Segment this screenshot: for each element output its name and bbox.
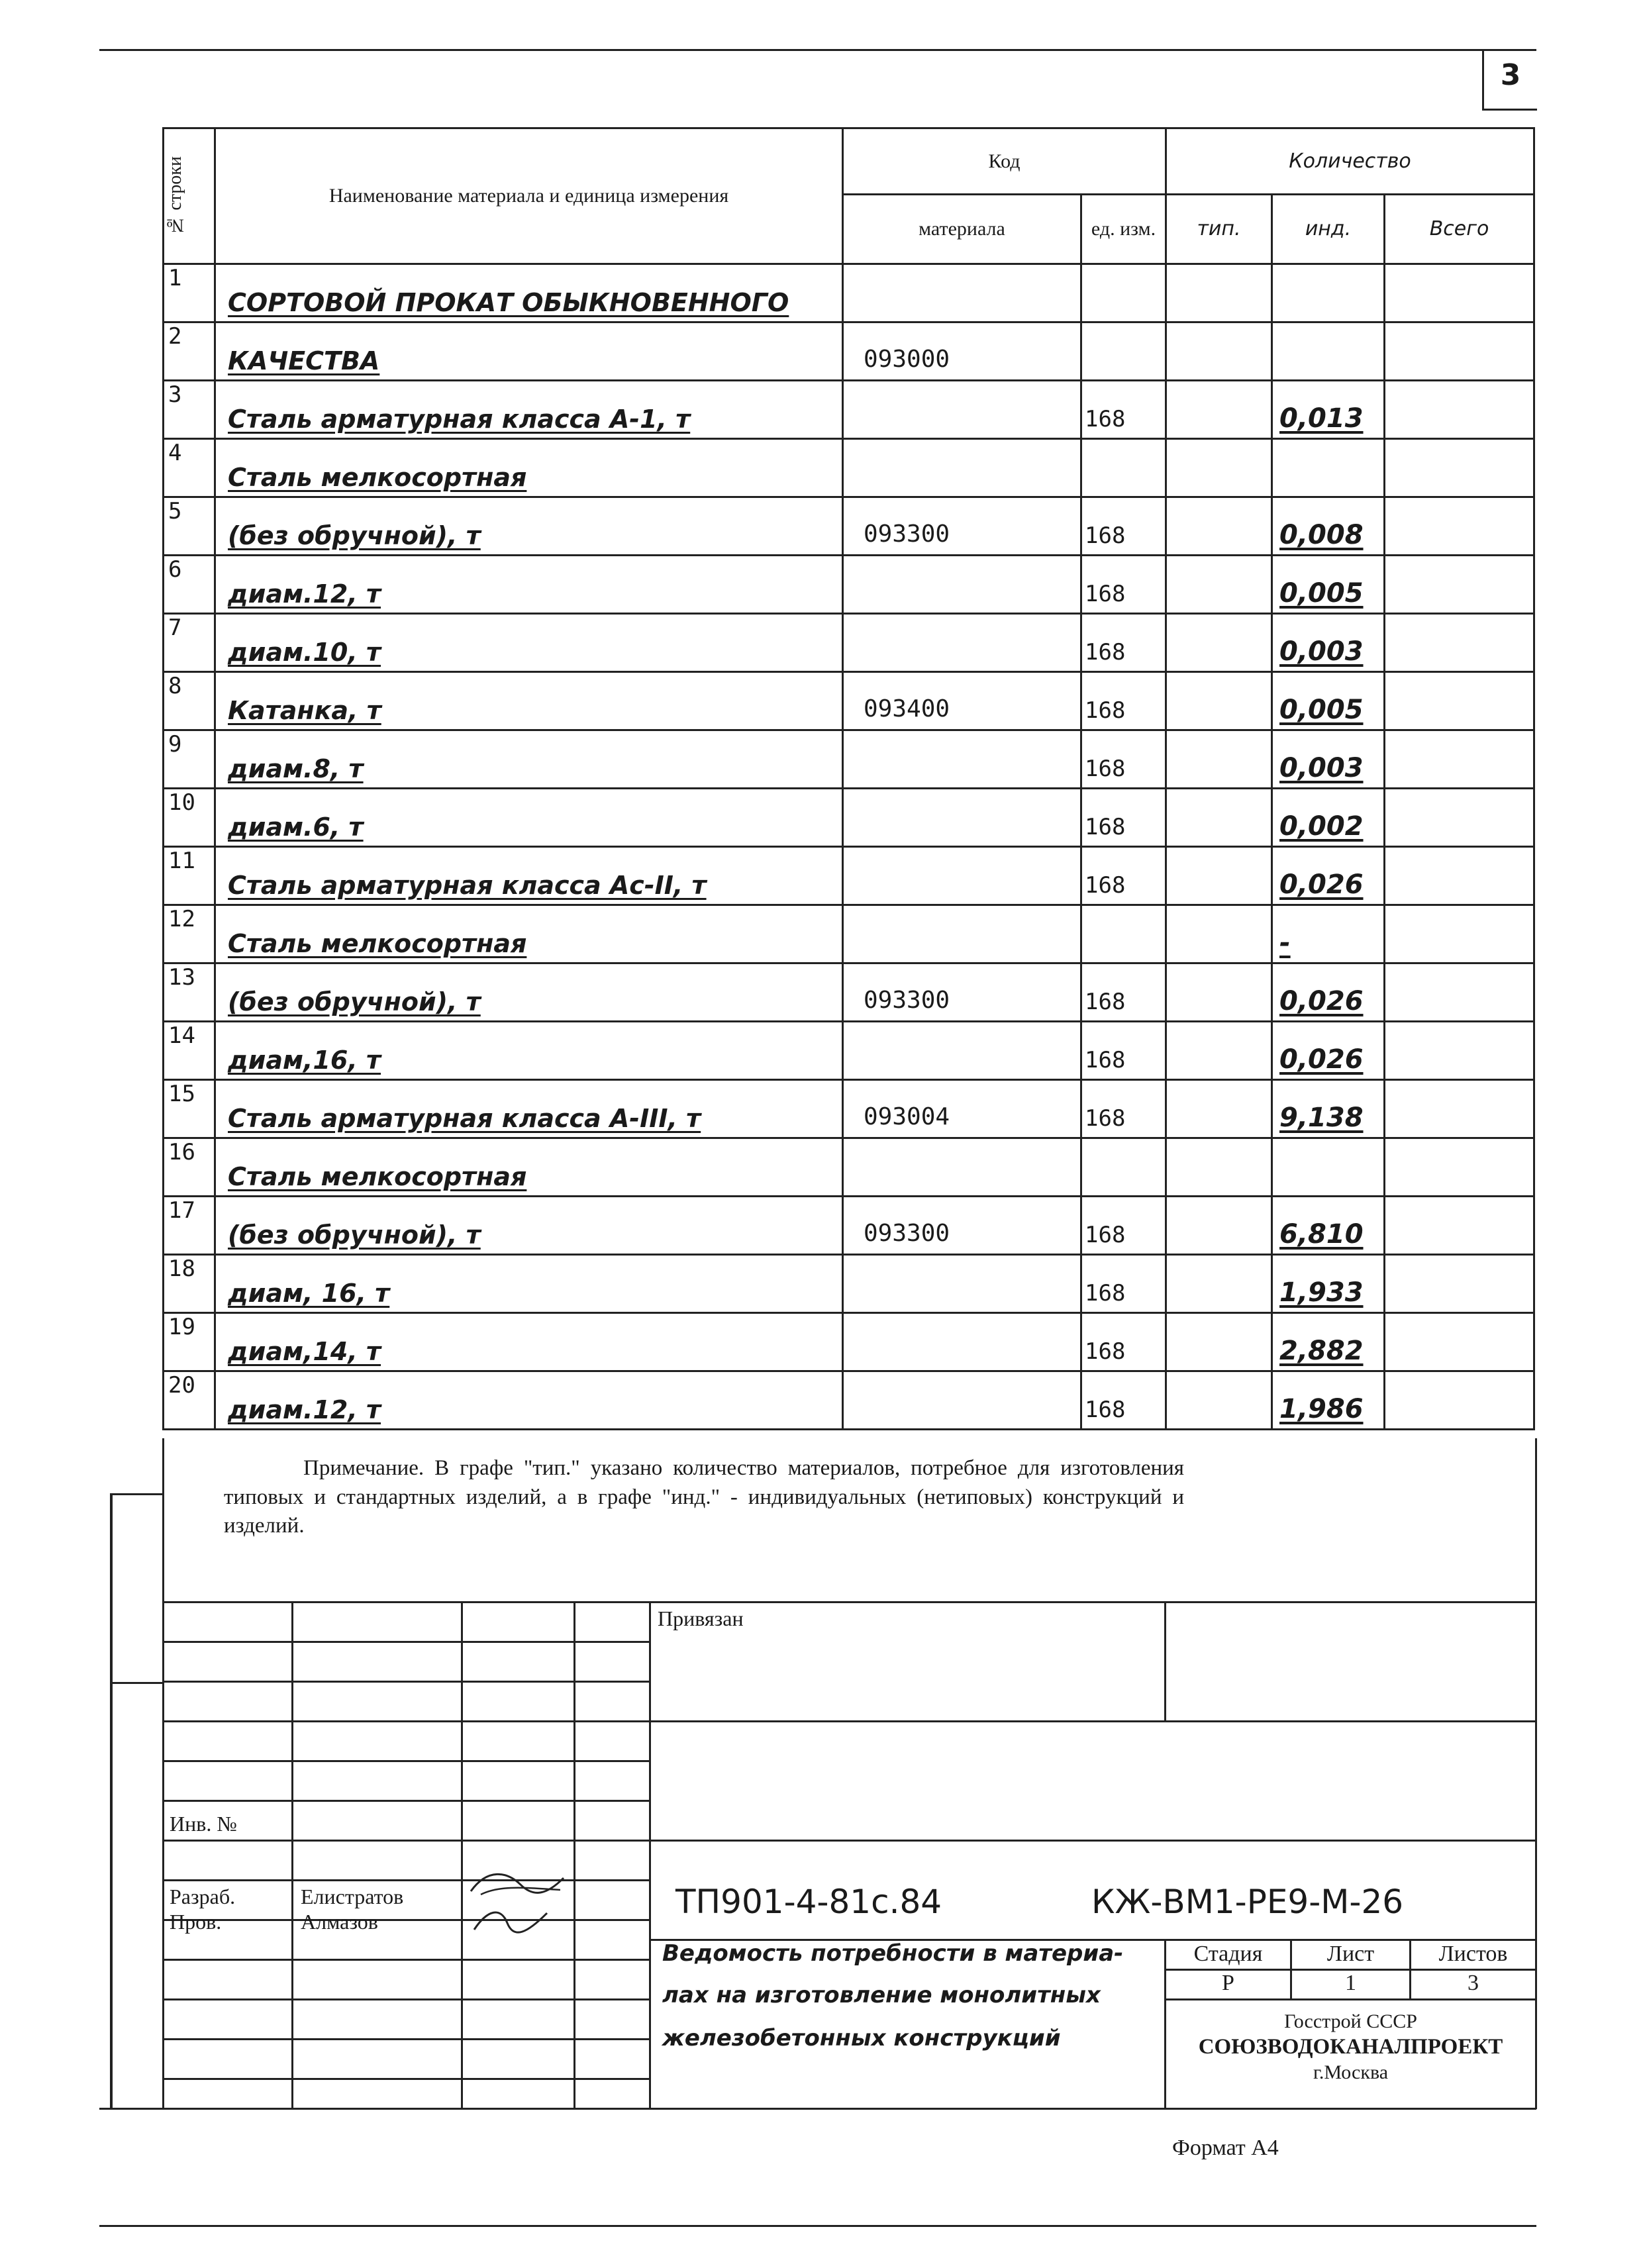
row-number: 10 (164, 789, 215, 847)
unit-code (1081, 322, 1166, 381)
unit-code: 168 (1081, 1080, 1166, 1138)
qty-total-cell (1385, 1371, 1534, 1430)
material-name: (без обручной), т (215, 1197, 843, 1255)
qty-typ-cell (1166, 730, 1272, 789)
qty-total-cell (1385, 439, 1534, 497)
sheet-label: Лист (1326, 1942, 1375, 1966)
qty-typ-cell (1166, 1313, 1272, 1371)
material-name: диам.12, т (215, 556, 843, 614)
qty-ind-cell (1272, 439, 1385, 497)
qty-total-cell (1385, 672, 1534, 730)
unit-code: 168 (1081, 963, 1166, 1022)
qty-ind-cell: 6,810 (1272, 1197, 1385, 1255)
signature-prov (468, 1903, 567, 1940)
material-code (843, 1022, 1081, 1080)
qty-ind-cell (1272, 322, 1385, 381)
qty-total-cell (1385, 614, 1534, 672)
qty-typ-cell (1166, 1138, 1272, 1197)
header-qty-total: Всего (1385, 195, 1534, 264)
qty-typ-cell (1166, 789, 1272, 847)
material-name: Сталь арматурная класса А-1, т (215, 381, 843, 439)
material-name: диам.6, т (215, 789, 843, 847)
row-number: 20 (164, 1371, 215, 1430)
row-number: 17 (164, 1197, 215, 1255)
table-row (164, 1197, 1534, 1255)
table-row (164, 614, 1534, 672)
project-code: ТП901-4-81с.84 (675, 1883, 942, 1921)
note-section (162, 1438, 1537, 1601)
table-row (164, 672, 1534, 730)
material-name: Сталь мелкосортная (215, 439, 843, 497)
row-number: 14 (164, 1022, 215, 1080)
sheets-value: 3 (1468, 1971, 1479, 1995)
row-number: 9 (164, 730, 215, 789)
table-row (164, 1371, 1534, 1430)
qty-typ-cell (1166, 1197, 1272, 1255)
material-code: 093300 (843, 963, 1081, 1022)
sheet-corner-number: 3 (1482, 49, 1537, 111)
table-row (164, 1313, 1534, 1371)
material-code (843, 614, 1081, 672)
qty-ind-cell (1272, 264, 1385, 322)
table-row (164, 1080, 1534, 1138)
row-number: 8 (164, 672, 215, 730)
material-code: 093300 (843, 497, 1081, 556)
title-block (162, 1601, 1537, 2109)
qty-total-cell (1385, 730, 1534, 789)
org-line-2: СОЮЗВОДОКАНАЛПРОЕКТ (1198, 2035, 1503, 2059)
row-number: 5 (164, 497, 215, 556)
qty-ind-cell: 0,003 (1272, 730, 1385, 789)
title-line-1: Ведомость потребности в материа- (662, 1940, 1124, 1967)
header-row-no: № строки (164, 128, 215, 264)
header-qty-ind: инд. (1272, 195, 1385, 264)
format-label: Формат А4 (1172, 2136, 1279, 2160)
unit-code: 168 (1081, 672, 1166, 730)
material-code: 093000 (843, 322, 1081, 381)
org-line-3: г.Москва (1313, 2061, 1389, 2083)
qty-total-cell (1385, 264, 1534, 322)
binding-strip-line (110, 1493, 113, 2108)
top-border-line (99, 49, 1536, 51)
material-name: СОРТОВОЙ ПРОКАТ ОБЫКНОВЕННОГО (215, 264, 843, 322)
material-name: (без обручной), т (215, 497, 843, 556)
title-block-bottom-line (99, 2108, 1536, 2110)
material-name: Сталь мелкосортная (215, 905, 843, 963)
qty-total-cell (1385, 1313, 1534, 1371)
header-code-unit: ед. изм. (1081, 195, 1166, 264)
qty-typ-cell (1166, 1255, 1272, 1313)
material-name: диам,14, т (215, 1313, 843, 1371)
material-name: Сталь арматурная класса А-III, т (215, 1080, 843, 1138)
material-code (843, 1371, 1081, 1430)
qty-typ-cell (1166, 556, 1272, 614)
table-row (164, 497, 1534, 556)
qty-typ-cell (1166, 847, 1272, 905)
qty-total-cell (1385, 963, 1534, 1022)
materials-table (162, 127, 1535, 1430)
qty-typ-cell (1166, 1080, 1272, 1138)
qty-total-cell (1385, 1138, 1534, 1197)
header-code-material: материала (843, 195, 1081, 264)
qty-ind-cell: 0,013 (1272, 381, 1385, 439)
material-code (843, 439, 1081, 497)
table-row (164, 963, 1534, 1022)
title-line-3: железобетонных конструкций (662, 2025, 1061, 2051)
qty-total-cell (1385, 1022, 1534, 1080)
qty-typ-cell (1166, 439, 1272, 497)
material-code (843, 1138, 1081, 1197)
note-text: Примечание. В графе "тип." указано количество материалов, потребное для изготовления типовых и стандартных изделий, а в графе "инд." - индивидуальных (нетиповых) конструкций и изделий. (224, 1456, 1184, 1538)
qty-ind-cell: 0,026 (1272, 847, 1385, 905)
qty-ind-cell: 0,026 (1272, 1022, 1385, 1080)
razrab-name: Елистратов (301, 1885, 404, 1908)
sheet-value: 1 (1345, 1971, 1356, 1995)
inv-no-label: Инв. № (170, 1812, 237, 1836)
material-name: Сталь мелкосортная (215, 1138, 843, 1197)
qty-ind-cell: 0,008 (1272, 497, 1385, 556)
table-row (164, 264, 1534, 322)
unit-code: 168 (1081, 1255, 1166, 1313)
row-number: 19 (164, 1313, 215, 1371)
material-code (843, 1255, 1081, 1313)
qty-ind-cell: 0,002 (1272, 789, 1385, 847)
material-code: 093004 (843, 1080, 1081, 1138)
document-code: КЖ-ВМ1-РЕ9-М-26 (1091, 1883, 1404, 1921)
qty-ind-cell: 0,005 (1272, 556, 1385, 614)
qty-typ-cell (1166, 264, 1272, 322)
table-row (164, 556, 1534, 614)
qty-typ-cell (1166, 381, 1272, 439)
bottom-border-line (99, 2225, 1536, 2227)
binding-strip-mid (110, 1682, 163, 1684)
material-code (843, 730, 1081, 789)
material-code: 093400 (843, 672, 1081, 730)
qty-ind-cell (1272, 1138, 1385, 1197)
material-name: диам,16, т (215, 1022, 843, 1080)
table-row (164, 322, 1534, 381)
unit-code (1081, 439, 1166, 497)
unit-code: 168 (1081, 730, 1166, 789)
material-name: Сталь арматурная класса Ас-II, т (215, 847, 843, 905)
table-row (164, 789, 1534, 847)
qty-total-cell (1385, 556, 1534, 614)
qty-total-cell (1385, 322, 1534, 381)
unit-code: 168 (1081, 789, 1166, 847)
row-number: 12 (164, 905, 215, 963)
material-code (843, 905, 1081, 963)
unit-code: 168 (1081, 1313, 1166, 1371)
row-number: 7 (164, 614, 215, 672)
unit-code (1081, 264, 1166, 322)
qty-typ-cell (1166, 905, 1272, 963)
prov-label: Пров. (170, 1910, 222, 1934)
razrab-label: Разраб. (170, 1885, 236, 1908)
header-name: Наименование материала и единица измерения (215, 128, 843, 264)
qty-ind-cell: 9,138 (1272, 1080, 1385, 1138)
qty-total-cell (1385, 905, 1534, 963)
material-name: диам, 16, т (215, 1255, 843, 1313)
table-row (164, 1255, 1534, 1313)
table-row (164, 1022, 1534, 1080)
table-row (164, 905, 1534, 963)
qty-total-cell (1385, 381, 1534, 439)
unit-code: 168 (1081, 847, 1166, 905)
qty-ind-cell: 2,882 (1272, 1313, 1385, 1371)
table-row (164, 730, 1534, 789)
table-row (164, 439, 1534, 497)
privyazan-label: Привязан (658, 1606, 744, 1630)
material-name: диам.12, т (215, 1371, 843, 1430)
row-number: 16 (164, 1138, 215, 1197)
org-line-1: Госстрой СССР (1284, 2010, 1417, 2032)
unit-code: 168 (1081, 1371, 1166, 1430)
qty-total-cell (1385, 847, 1534, 905)
table-row (164, 1138, 1534, 1197)
material-name: КАЧЕСТВА (215, 322, 843, 381)
binding-strip-top (110, 1493, 163, 1495)
unit-code: 168 (1081, 614, 1166, 672)
table-row (164, 381, 1534, 439)
row-number: 6 (164, 556, 215, 614)
sheets-label: Листов (1438, 1942, 1508, 1966)
header-qty-typ: тип. (1166, 195, 1272, 264)
row-number: 11 (164, 847, 215, 905)
material-code (843, 1313, 1081, 1371)
qty-typ-cell (1166, 1371, 1272, 1430)
material-code: 093300 (843, 1197, 1081, 1255)
qty-ind-cell: 1,933 (1272, 1255, 1385, 1313)
stage-value: Р (1222, 1971, 1234, 1995)
material-code (843, 556, 1081, 614)
qty-total-cell (1385, 1197, 1534, 1255)
unit-code: 168 (1081, 556, 1166, 614)
material-name: диам.10, т (215, 614, 843, 672)
signature-razrab (468, 1865, 567, 1904)
row-number: 2 (164, 322, 215, 381)
qty-ind-cell: 0,026 (1272, 963, 1385, 1022)
qty-typ-cell (1166, 1022, 1272, 1080)
row-number: 13 (164, 963, 215, 1022)
table-row (164, 847, 1534, 905)
unit-code: 168 (1081, 1022, 1166, 1080)
unit-code (1081, 905, 1166, 963)
header-quantity: Количество (1166, 128, 1534, 195)
unit-code: 168 (1081, 497, 1166, 556)
material-code (843, 847, 1081, 905)
unit-code: 168 (1081, 381, 1166, 439)
material-code (843, 789, 1081, 847)
row-number: 1 (164, 264, 215, 322)
unit-code: 168 (1081, 1197, 1166, 1255)
qty-typ-cell (1166, 322, 1272, 381)
row-number: 18 (164, 1255, 215, 1313)
qty-ind-cell: 1,986 (1272, 1371, 1385, 1430)
material-name: Катанка, т (215, 672, 843, 730)
qty-ind-cell: 0,005 (1272, 672, 1385, 730)
material-code (843, 264, 1081, 322)
qty-total-cell (1385, 789, 1534, 847)
unit-code (1081, 1138, 1166, 1197)
row-number: 15 (164, 1080, 215, 1138)
qty-ind-cell: 0,003 (1272, 614, 1385, 672)
qty-typ-cell (1166, 672, 1272, 730)
prov-name: Алмазов (301, 1910, 378, 1934)
qty-total-cell (1385, 1255, 1534, 1313)
stage-label: Стадия (1193, 1942, 1263, 1966)
qty-typ-cell (1166, 614, 1272, 672)
qty-total-cell (1385, 497, 1534, 556)
title-line-2: лах на изготовление монолитных (662, 1982, 1101, 2008)
material-name: (без обручной), т (215, 963, 843, 1022)
material-name: диам.8, т (215, 730, 843, 789)
qty-typ-cell (1166, 497, 1272, 556)
qty-typ-cell (1166, 963, 1272, 1022)
row-number: 3 (164, 381, 215, 439)
qty-total-cell (1385, 1080, 1534, 1138)
qty-ind-cell: - (1272, 905, 1385, 963)
header-code: Код (843, 128, 1166, 195)
material-code (843, 381, 1081, 439)
row-number: 4 (164, 439, 215, 497)
